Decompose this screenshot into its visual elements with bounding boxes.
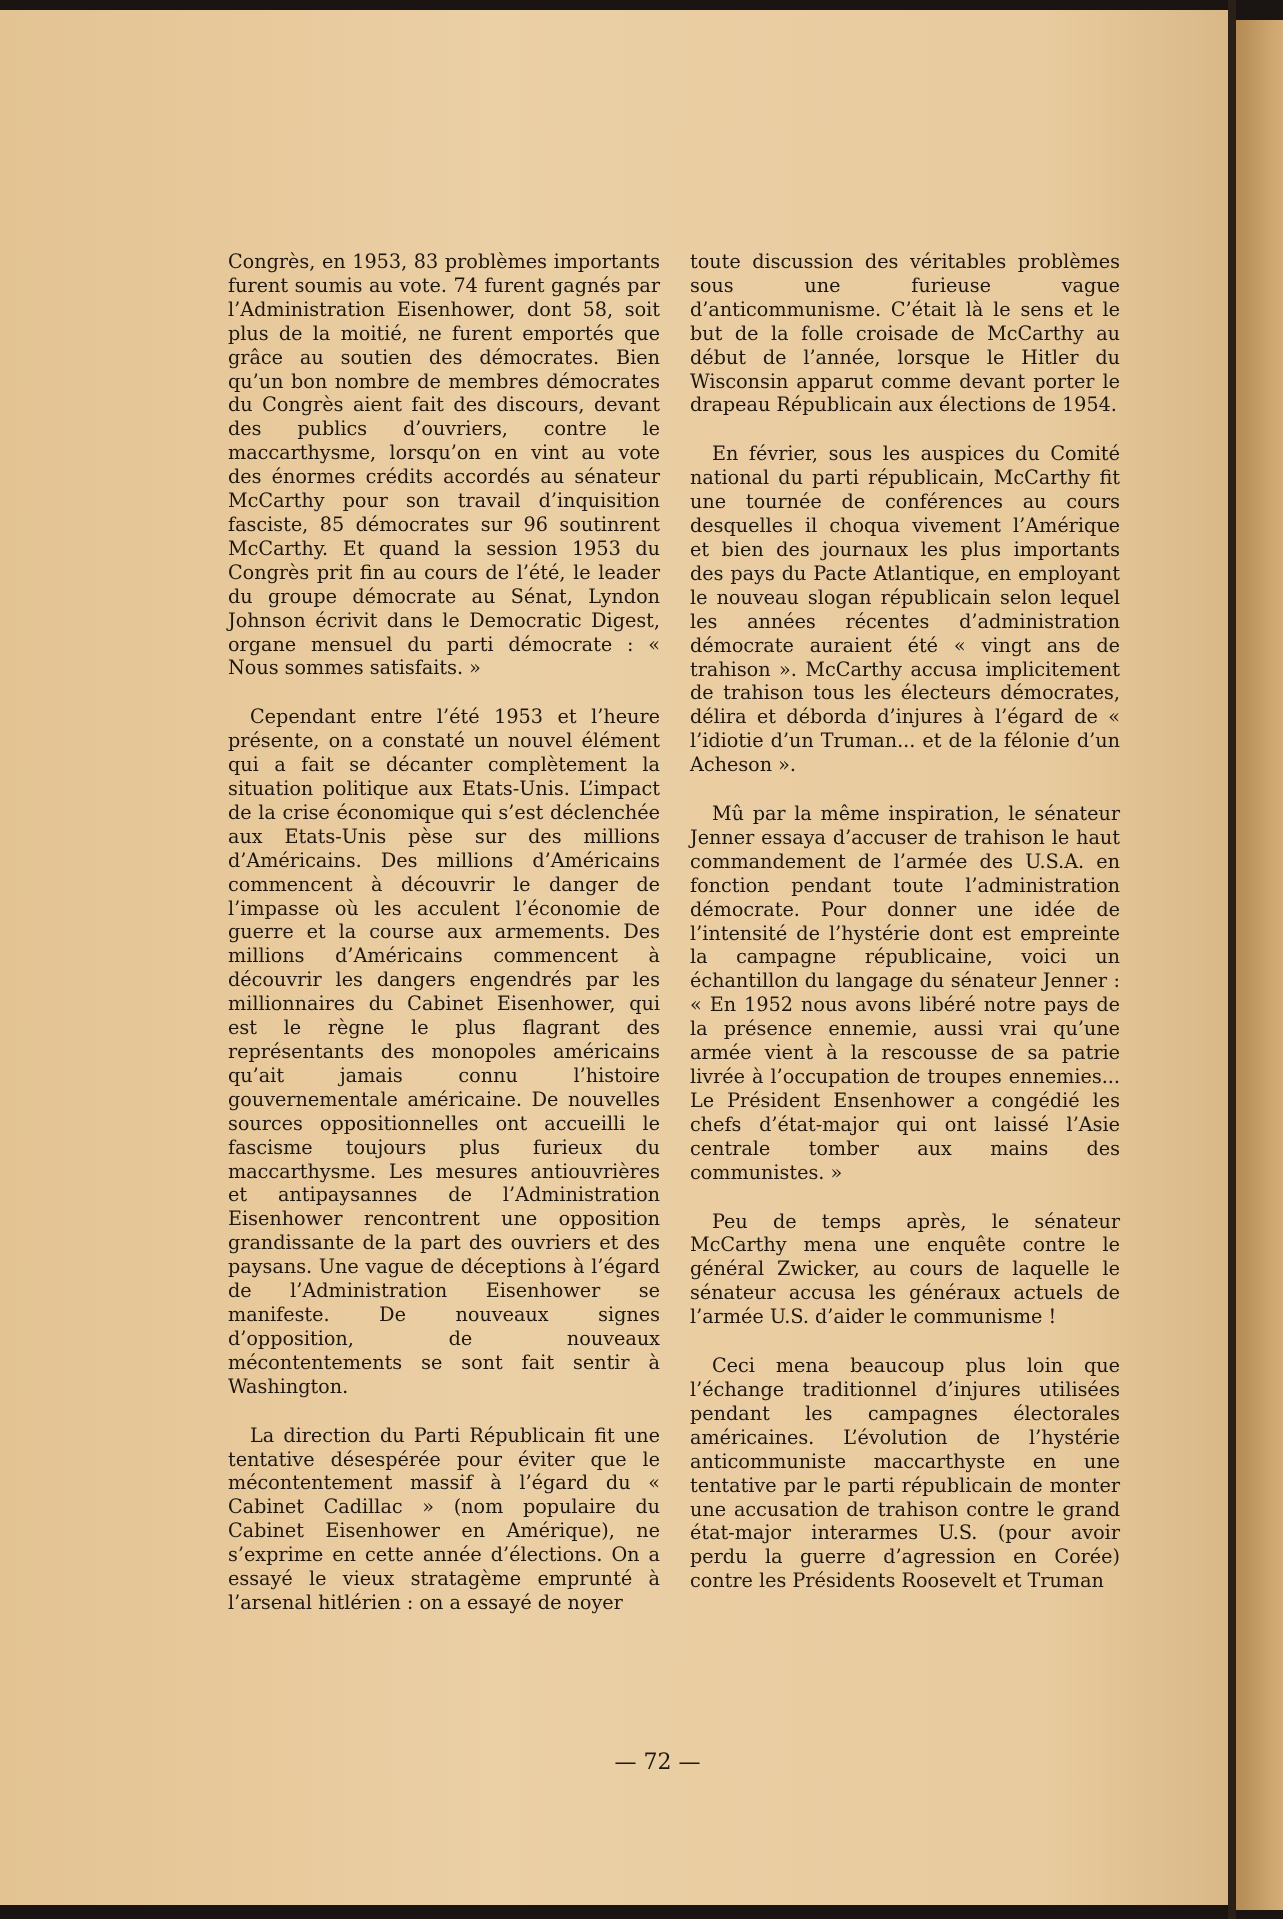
paragraph: La direction du Parti Républicain fit une tentative désespérée pour éviter que le mécontentement massif à l’égard du « Cabinet Cadillac » (nom populaire du Cabinet Eisenhower en Amérique), ne s’exprime en cette année d’élections. On a essayé le vieux stratagème emprunté à l’arsenal hitlérien : on a essayé de noyer [228, 1423, 660, 1614]
paragraph: En février, sous les auspices du Comité national du parti républicain, McCarthy fit une tournée de conférences au cours desquelles il choqua vivement l’Amérique et bien des journaux les plus importants des pays du Pacte Atlantique, en employant le nouveau slogan républicain selon lequel les années récentes d’administration démocrate auraient été « vingt ans de trahison ». McCarthy accusa implicitement de trahison tous les électeurs démocrates, délira et déborda d’injures à l’égard de « l’idiotie d’un Truman... et de la félonie d’un Acheson ». [690, 442, 1120, 777]
book-page [0, 10, 1230, 1905]
page-number [0, 1750, 1283, 1775]
paragraph: Cependant entre l’été 1953 et l’heure présente, on a constaté un nouvel élément qui a fait se décanter complètement la situation politique aux Etats-Unis. L’impact de la crise économique qui s’est déclenchée aux Etats-Unis pèse sur des millions d’Américains. Des millions d’Américains commencent à découvrir le danger de l’impasse où les acculent l’économie de guerre et la course aux armements. Des millions d’Américains commencent à découvrir les dangers engendrés par les millionnaires du Cabinet Eisenhower, qui est le règne le plus flagrant des représentants des monopoles américains qu’ait jamais connu l’histoire gouvernementale américaine. De nouvelles sources oppositionnelles ont accueilli le fascisme toujours plus furieux du maccarthysme. Les mesures antiouvrières et antipaysannes de l’Administration Eisenhower rencontrent une opposition grandissante de la part des ouvriers et des paysans. Une vague de déceptions à l’égard de l’Administration Eisenhower se manifeste. De nouveaux signes d’opposition, de nouveaux mécontentements se sont fait sentir à Washington. [228, 705, 660, 1398]
page-number-text: — 72 — [614, 1750, 701, 1775]
book-spine [1228, 0, 1236, 1919]
paragraph: Mû par la même inspiration, le sénateur Jenner essaya d’accuser de trahison le haut commandement de l’armée des U.S.A. en fonction pendant toute l’administration démocrate. Pour donner une idée de l’intensité de l’hystérie dont est empreinte la campagne républicaine, voici un échantillon du langage du sénateur Jenner : « En 1952 nous avons libéré notre pays de la présence ennemie, aussi vrai qu’une armée vient à la rescousse de sa patrie livrée à l’occupation de troupes ennemies... Le Président Ensenhower a congédié les chefs d’état-major qui ont laissé l’Asie centrale tomber aux mains des communistes. » [690, 802, 1120, 1184]
paragraph: toute discussion des véritables problèmes sous une furieuse vague d’anticommunisme. C’était là le sens et le but de la folle croisade de McCarthy au début de l’année, lorsque le Hitler du Wisconsin apparut comme devant porter le drapeau Républicain aux élections de 1954. [690, 250, 1120, 417]
left-column [228, 250, 660, 1640]
paragraph: Peu de temps après, le sénateur McCarthy mena une enquête contre le général Zwicker, au cours de laquelle le sénateur accusa les généraux actuels de l’armée U.S. d’aider le communisme ! [690, 1209, 1120, 1329]
facing-page-edge [1236, 20, 1283, 1910]
right-column [690, 250, 1120, 1618]
paragraph: Ceci mena beaucoup plus loin que l’échange traditionnel d’injures utilisées pendant les campagnes électorales américaines. L’évolution de l’hystérie anticommuniste maccarthyste en une tentative par le parti républicain de monter une accusation de trahison contre le grand état-major interarmes U.S. (pour avoir perdu la guerre d’agression en Corée) contre les Présidents Roosevelt et Truman [690, 1354, 1120, 1593]
paragraph: Congrès, en 1953, 83 problèmes importants furent soumis au vote. 74 furent gagnés par l’Administration Eisenhower, dont 58, soit plus de la moitié, ne furent emportés que grâce au soutien des démocrates. Bien qu’un bon nombre de membres démocrates du Congrès aient fait des discours, devant des publics d’ouvriers, contre le maccarthysme, lorsqu’on en vint au vote des énormes crédits accordés au sénateur McCarthy pour son travail d’inquisition fasciste, 85 démocrates sur 96 soutinrent McCarthy. Et quand la session 1953 du Congrès prit fin au cours de l’été, le leader du groupe démocrate au Sénat, Lyndon Johnson écrivit dans le Democratic Digest, organe mensuel du parti démocrate : « Nous sommes satisfaits. » [228, 250, 660, 680]
